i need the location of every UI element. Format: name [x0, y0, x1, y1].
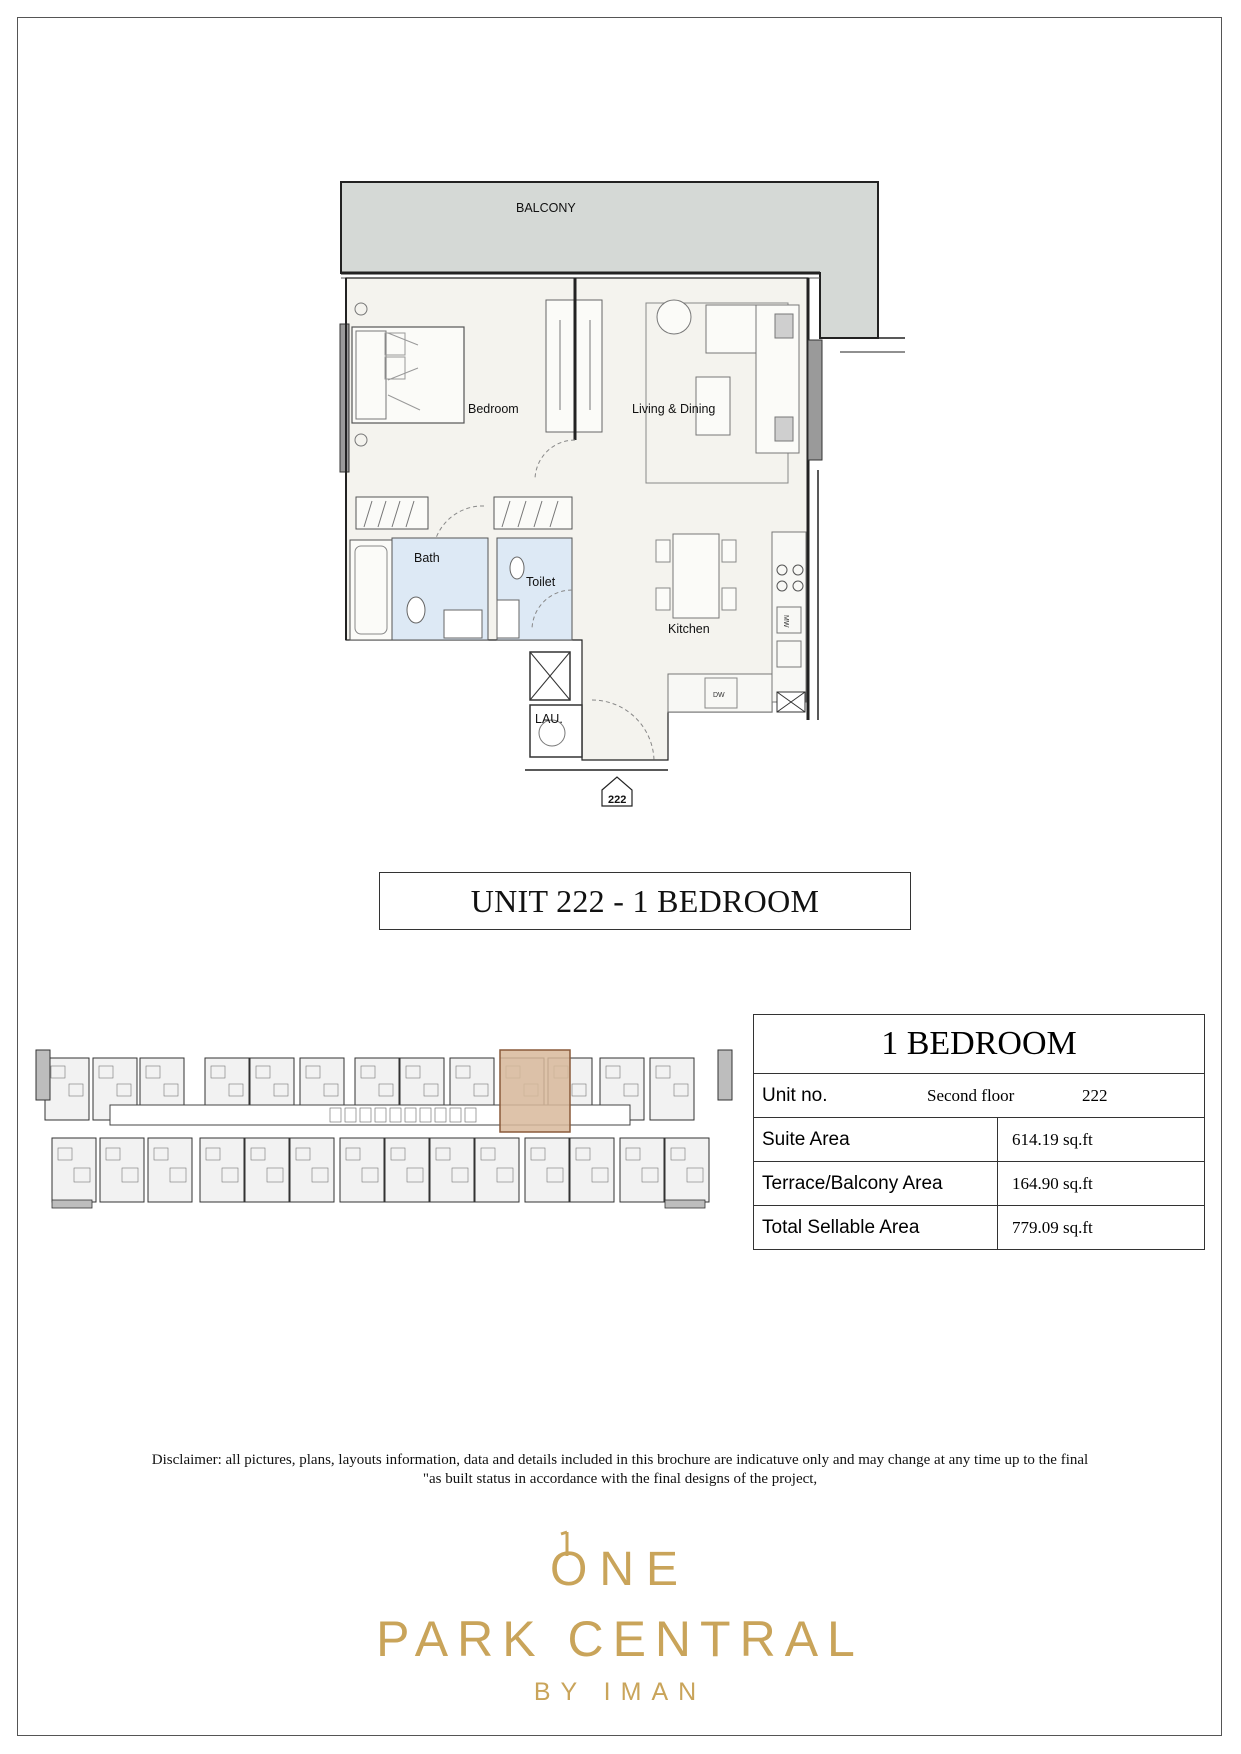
suite-area-value: 614.19 sq.ft: [998, 1118, 1205, 1162]
unit-floor-plan: [330, 175, 920, 815]
balcony-area-value: 164.90 sq.ft: [998, 1162, 1205, 1206]
keyplan-highlighted-unit: [500, 1050, 570, 1132]
logo-line-by-iman: BY IMAN: [533, 1678, 707, 1706]
floor-value: Second floor: [927, 1085, 1015, 1105]
keyplan-unit: [650, 1058, 694, 1120]
total-area-label: Total Sellable Area: [754, 1206, 998, 1250]
balcony-area-label: Terrace/Balcony Area: [754, 1162, 998, 1206]
dw-label: DW: [713, 692, 725, 699]
unit-number-row: [754, 1074, 1205, 1118]
entry-tag: 222: [608, 794, 627, 806]
one-park-central-logo: [360, 1528, 880, 1708]
area-table: [753, 1014, 1205, 1250]
logo-line-park-central: PARK CENTRAL: [376, 1611, 864, 1667]
unit-title: UNIT 222 - 1 BEDROOM: [379, 872, 911, 930]
keyplan-unit: [45, 1058, 89, 1120]
suite-area-label: Suite Area: [754, 1118, 998, 1162]
area-table-header: 1 BEDROOM: [754, 1015, 1205, 1074]
toilet-label: Toilet: [526, 575, 556, 589]
balcony-label: BALCONY: [516, 201, 576, 215]
disclaimer-line-1: Disclaimer: all pictures, plans, layouts information, data and details included in this brochure are indicatuve only and may change at any time up to the final: [151, 1452, 1089, 1468]
total-area-value: 779.09 sq.ft: [998, 1206, 1205, 1250]
bath-label: Bath: [414, 551, 440, 565]
disclaimer-line-2: "as built status in accordance with the final designs of the project,: [422, 1471, 818, 1487]
bedroom-label: Bedroom: [468, 402, 519, 416]
unit-no-label: Unit no.: [762, 1084, 828, 1106]
logo-line-one: ONE: [549, 1543, 690, 1596]
floor-key-plan: [30, 1045, 735, 1220]
mw-label: MW: [782, 615, 789, 628]
living-dining-label: Living & Dining: [632, 402, 716, 416]
laundry-label: LAU.: [535, 712, 563, 726]
unit-no-value: 222: [1082, 1085, 1108, 1105]
disclaimer: [60, 1451, 1180, 1489]
kitchen-label: Kitchen: [668, 622, 710, 636]
dining-table: [673, 534, 719, 618]
